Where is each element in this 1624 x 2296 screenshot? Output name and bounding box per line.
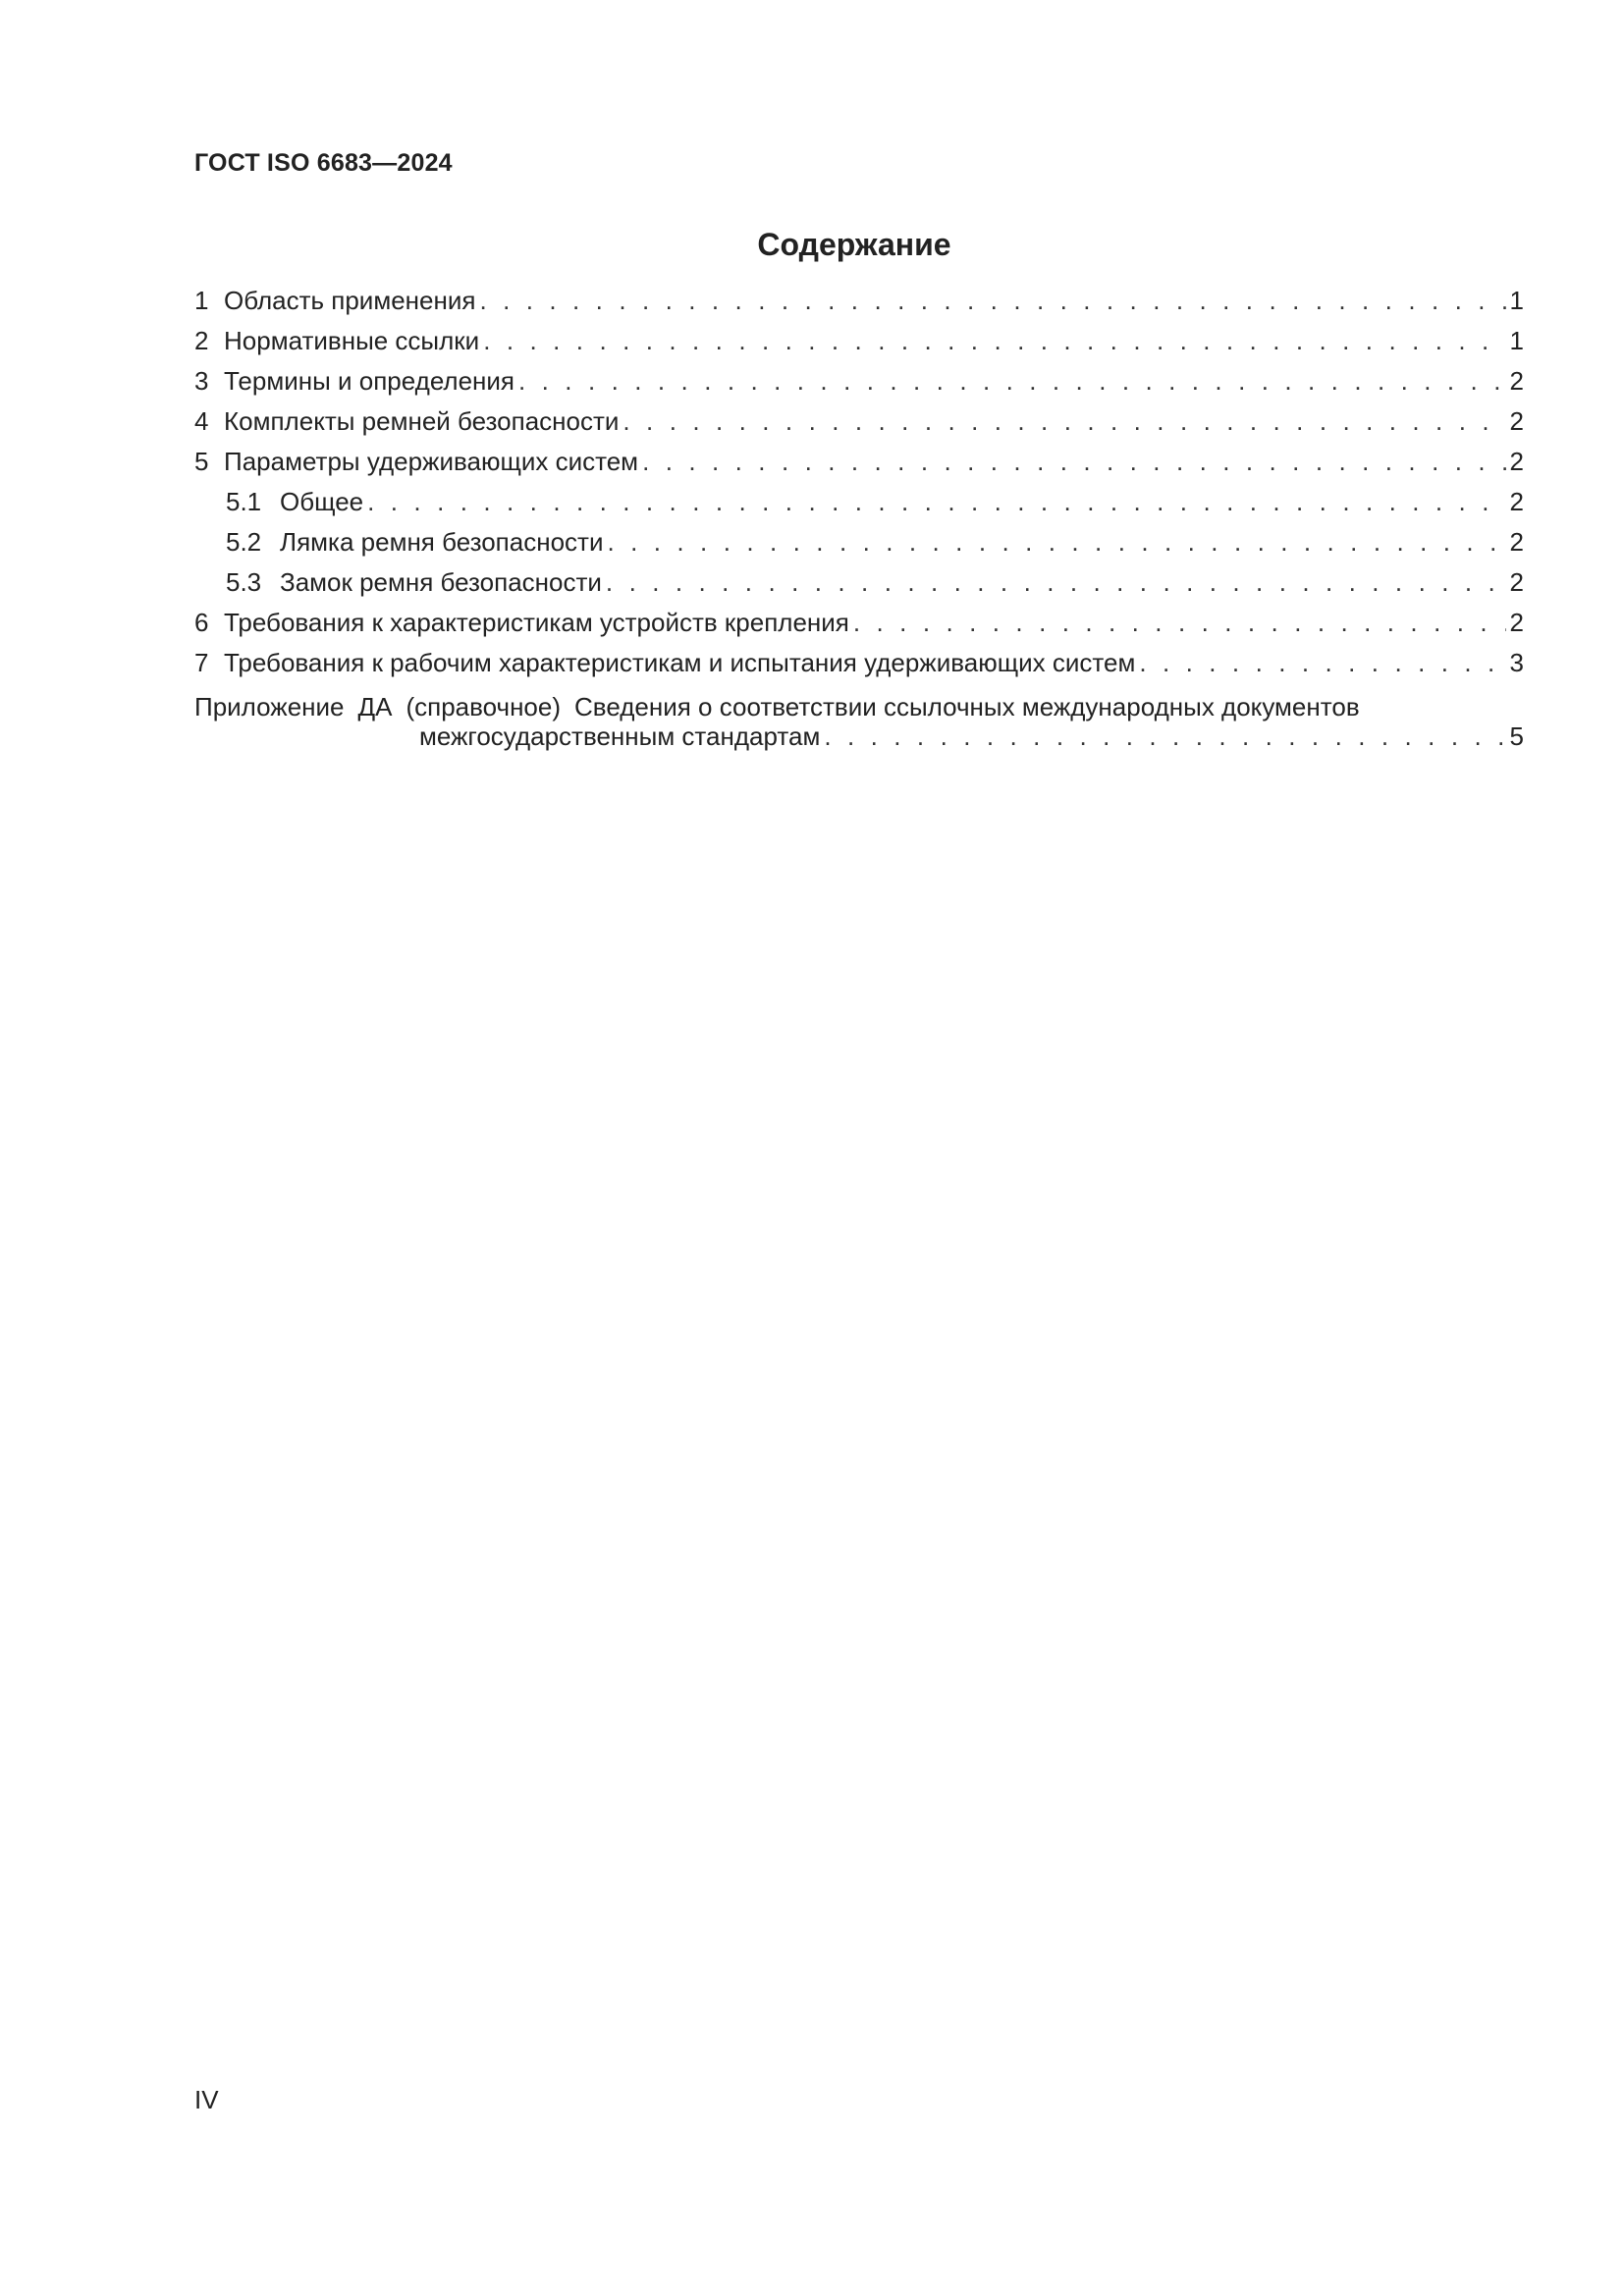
toc-entry-5[interactable] [194,447,1524,487]
toc-leader-dots [483,326,1505,356]
toc-leader-dots [367,487,1505,517]
document-code: ГОСТ ISO 6683—2024 [194,149,453,177]
toc-leader-dots [518,366,1506,397]
annex-title-line2: межгосударственным стандартам [419,721,821,751]
toc-entry-number: 5 [194,447,209,476]
toc-entry-annex-da[interactable] [194,692,1524,761]
page-number: IV [194,2085,219,2114]
annex-page: 5 [1509,721,1524,751]
toc-entry-page: 2 [1509,567,1524,597]
toc-entry-page: 2 [1509,527,1524,557]
toc-entry-number: 4 [194,406,209,436]
toc-entry-label: Замок ремня безопасности [280,567,602,597]
toc-entry-label: Параметры удерживающих систем [224,447,639,476]
toc-entry-label: Лямка ремня безопасности [280,527,604,557]
toc-entry-label: Термины и определения [224,366,515,396]
toc-entry-page: 2 [1509,406,1524,436]
toc-entry-number: 5.2 [226,527,262,557]
toc-leader-dots [824,721,1505,752]
toc-entry-number: 7 [194,648,209,677]
toc-leader-dots [853,608,1506,638]
toc-entry-page: 2 [1509,608,1524,637]
toc-leader-dots [623,406,1505,437]
annex-title-line1: Сведения о соответствии ссылочных международных документов [574,692,1360,721]
toc-entry-number: 2 [194,326,209,355]
toc-entry-4[interactable] [194,406,1524,447]
toc-entry-5-3[interactable] [194,567,1524,608]
toc-entry-page: 3 [1509,648,1524,677]
toc-leader-dots [607,527,1505,558]
toc-leader-dots [606,567,1506,598]
toc-entry-2[interactable] [194,326,1524,366]
toc-entry-number: 5.1 [226,487,262,516]
toc-entry-page: 1 [1509,326,1524,355]
toc-entry-page: 1 [1509,286,1524,315]
toc-entry-7[interactable] [194,648,1524,688]
toc-entry-number: 6 [194,608,209,637]
toc-entry-5-1[interactable] [194,487,1524,527]
toc-entry-6[interactable] [194,608,1524,648]
toc-entry-label: Требования к характеристикам устройств крепления [224,608,849,637]
toc-entry-label: Область применения [224,286,476,315]
toc-entry-number: 3 [194,366,209,396]
toc-leader-dots [642,447,1505,477]
toc-entry-page: 2 [1509,447,1524,476]
toc-entry-1[interactable] [194,286,1524,326]
toc-entry-number: 1 [194,286,209,315]
toc-entry-page: 2 [1509,487,1524,516]
annex-title-continuation [194,721,1524,761]
annex-prefix: Приложение [194,692,345,721]
toc-list [194,286,1524,761]
toc-entry-3[interactable] [194,366,1524,406]
toc-entry-5-2[interactable] [194,527,1524,567]
toc-entry-page: 2 [1509,366,1524,396]
annex-code: ДА [357,692,393,721]
annex-heading [194,692,1524,721]
annex-kind: (справочное) [406,692,562,721]
toc-entry-number: 5.3 [226,567,262,597]
toc-leader-dots [1139,648,1505,678]
toc-entry-label: Нормативные ссылки [224,326,480,355]
toc-entry-label: Требования к рабочим характеристикам и испытания удерживающих систем [224,648,1136,677]
toc-leader-dots [479,286,1505,316]
toc-entry-label: Общее [280,487,364,516]
toc-entry-label: Комплекты ремней безопасности [224,406,620,436]
toc-title: Содержание [757,227,951,262]
